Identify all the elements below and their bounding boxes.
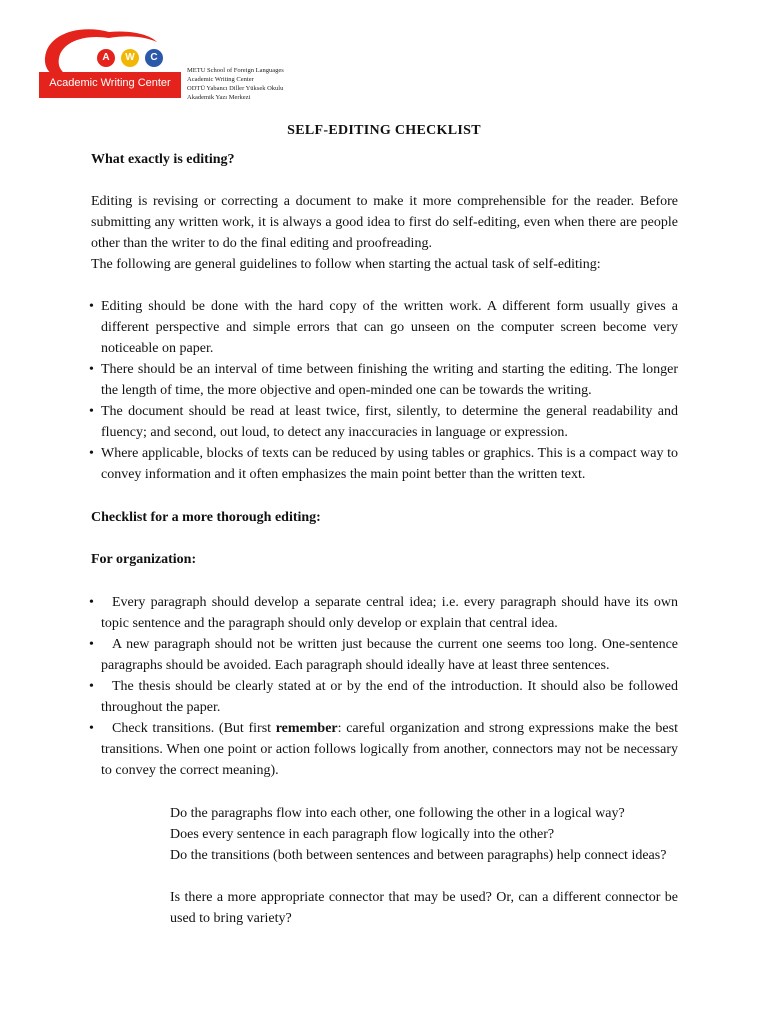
header-line: Akademik Yazı Merkezi xyxy=(187,94,251,101)
list-item xyxy=(91,676,678,718)
list-item xyxy=(91,443,678,485)
bullet-icon: • xyxy=(89,299,94,314)
bullet-icon: • xyxy=(89,721,94,736)
awc-logo xyxy=(39,24,181,101)
header-line: METU School of Foreign Languages xyxy=(187,67,284,74)
guideline-text: The document should be read at least twice, first, silently, to determine the general readability and fluency; and second, out loud, to detect any inaccuracies in language or expression. xyxy=(101,404,678,440)
bullet-icon: • xyxy=(89,679,94,694)
organization-text: A new paragraph should not be written just because the current one seems too long. One-sentence paragraphs should be avoided. Each paragraph should ideally have at least three sentences. xyxy=(101,637,678,673)
header-line: Academic Writing Center xyxy=(187,76,254,83)
heading-what-is-editing: What exactly is editing? xyxy=(91,152,235,167)
logo-caption: Academic Writing Center xyxy=(49,77,171,89)
header-line: ODTÜ Yabancı Diller Yüksek Okulu xyxy=(187,85,284,92)
list-item xyxy=(91,718,678,781)
question-item: Do the paragraphs flow into each other, one following the other in a logical way? xyxy=(170,806,625,821)
question-item: Does every sentence in each paragraph flow logically into the other? xyxy=(170,827,555,842)
organization-list xyxy=(91,592,678,781)
list-item xyxy=(91,634,678,676)
logo-letter-a: A xyxy=(97,49,115,67)
list-item xyxy=(91,359,678,401)
transitions-after: : careful organization and strong expressions make the best transitions. When one point or action follows logically from another, connectors may not be necessary to convey the correct meaning). xyxy=(101,721,678,778)
question-item: Is there a more appropriate connector that may be used? Or, can a different connector be used to bring variety? xyxy=(170,890,678,926)
bullet-icon: • xyxy=(89,362,94,377)
organization-text: Every paragraph should develop a separate central idea; i.e. every paragraph should have its own topic sentence and the paragraph should only develop or explain that central idea. xyxy=(101,595,678,631)
list-item xyxy=(91,401,678,443)
header-info xyxy=(187,66,284,102)
transitions-text xyxy=(101,721,678,778)
guideline-text: There should be an interval of time between finishing the writing and starting the editing. The longer the length of time, the more objective and open-minded one can be towards the writing. xyxy=(101,362,678,398)
bullet-icon: • xyxy=(89,595,94,610)
transitions-before: Check transitions. (But first xyxy=(112,721,276,736)
heading-checklist: Checklist for a more thorough editing: xyxy=(91,510,321,525)
organization-text: The thesis should be clearly stated at or by the end of the introduction. It should also be followed throughout the paper. xyxy=(101,679,678,715)
logo-letter-w: W xyxy=(121,49,139,67)
bullet-icon: • xyxy=(89,404,94,419)
page-title: SELF-EDITING CHECKLIST xyxy=(287,123,481,138)
intro-paragraph xyxy=(91,191,678,275)
intro-guideline-line: The following are general guidelines to follow when starting the actual task of self-editing: xyxy=(91,257,601,272)
question-item: Do the transitions (both between sentences and between paragraphs) help connect ideas? xyxy=(170,848,667,863)
guideline-text: Editing should be done with the hard copy of the written work. A different form usually gives a different perspective and simple errors that can go unseen on the computer screen become very noticeable on paper. xyxy=(101,299,678,356)
list-item xyxy=(91,296,678,359)
heading-organization: For organization: xyxy=(91,552,197,567)
logo-letter-c: C xyxy=(145,49,163,67)
remember-emphasis: remember xyxy=(275,721,338,736)
bullet-icon: • xyxy=(89,446,94,461)
intro-text: Editing is revising or correcting a document to make it more comprehensible for the reader. Before submitting any written work, it is always a good idea to first do self-editing, even when there are people other than the writer to do the final editing and proofreading. xyxy=(91,194,678,251)
logo-band xyxy=(39,72,181,98)
bullet-icon: • xyxy=(89,637,94,652)
guideline-text: Where applicable, blocks of texts can be reduced by using tables or graphics. This is a compact way to convey information and it often emphasizes the main point better than the written text. xyxy=(101,446,678,482)
list-item xyxy=(91,592,678,634)
guidelines-list xyxy=(91,296,678,485)
